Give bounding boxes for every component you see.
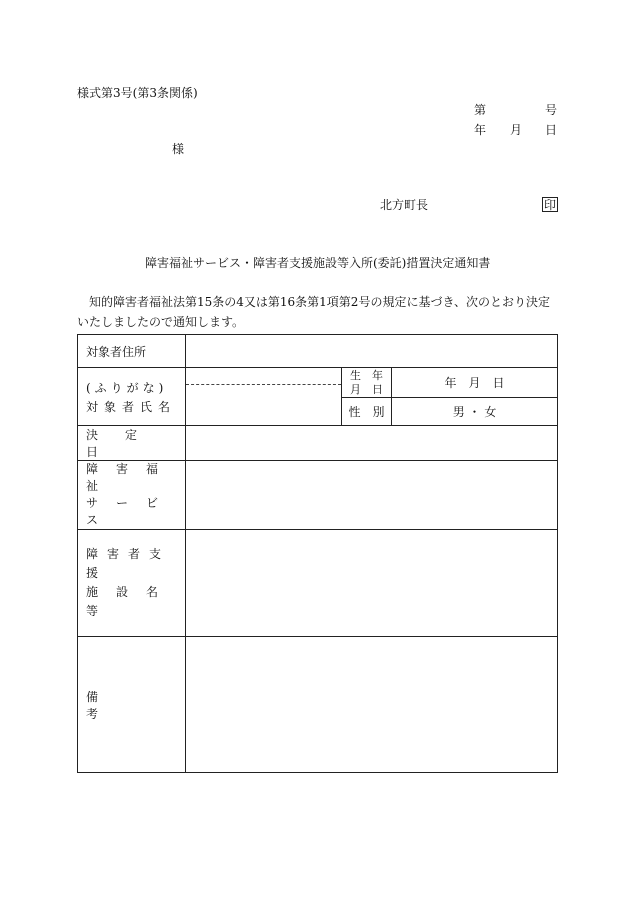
date-month: 月 — [510, 123, 523, 137]
furigana-field[interactable] — [186, 368, 341, 385]
address-field[interactable] — [186, 335, 558, 368]
decision-date-field[interactable] — [186, 426, 558, 461]
date-day: 日 — [545, 123, 558, 137]
birth-date-field[interactable]: 年 月 日 — [392, 368, 558, 398]
form-number: 様式第3号(第3条関係) — [77, 86, 198, 100]
name-field[interactable] — [186, 368, 342, 426]
service-label-bottom: サービス — [86, 496, 177, 527]
address-label-cell — [78, 335, 186, 368]
facility-label-cell — [78, 530, 186, 637]
decision-date-label-cell — [78, 426, 186, 461]
sender-title: 北方町長 — [380, 198, 429, 212]
addressee-suffix: 様 — [172, 142, 185, 156]
address-label: 対象者住所 — [86, 344, 147, 359]
decision-date-label: 決定日 — [86, 428, 165, 459]
decision-table — [77, 334, 558, 773]
birth-label-bottom: 月 日 — [350, 382, 383, 396]
birth-label-cell — [342, 368, 392, 398]
service-label-cell — [78, 461, 186, 530]
document-title: 障害福祉サービス・障害者支援施設等入所(委託)措置決定通知書 — [145, 256, 491, 270]
furigana-label: (ふりがな) — [86, 380, 168, 395]
number-prefix: 第 — [474, 103, 487, 117]
seal-mark: 印 — [544, 198, 557, 212]
date-year: 年 — [474, 123, 487, 137]
facility-label-top: 障害者支援 — [86, 547, 171, 580]
remarks-field[interactable] — [186, 637, 558, 773]
service-label-top: 障害福祉 — [86, 462, 177, 493]
sex-label: 性 別 — [342, 398, 392, 426]
remarks-label-cell — [78, 637, 186, 773]
body-text: 知的障害者福祉法第15条の4又は第16条第1項第2号の規定に基づき、次のとおり決定いたしましたので通知します。 — [77, 295, 550, 329]
service-field[interactable] — [186, 461, 558, 530]
name-label-cell — [78, 368, 186, 426]
remarks-label: 備考 — [86, 689, 173, 721]
facility-label-bottom: 施設名等 — [86, 585, 177, 618]
sex-field[interactable]: 男 ・ 女 — [392, 398, 558, 426]
name-label: 対象者氏名 — [86, 399, 177, 414]
facility-field[interactable] — [186, 530, 558, 637]
number-suffix: 号 — [545, 103, 558, 117]
body-paragraph — [77, 292, 557, 332]
birth-label-top: 生 年 — [350, 368, 383, 382]
